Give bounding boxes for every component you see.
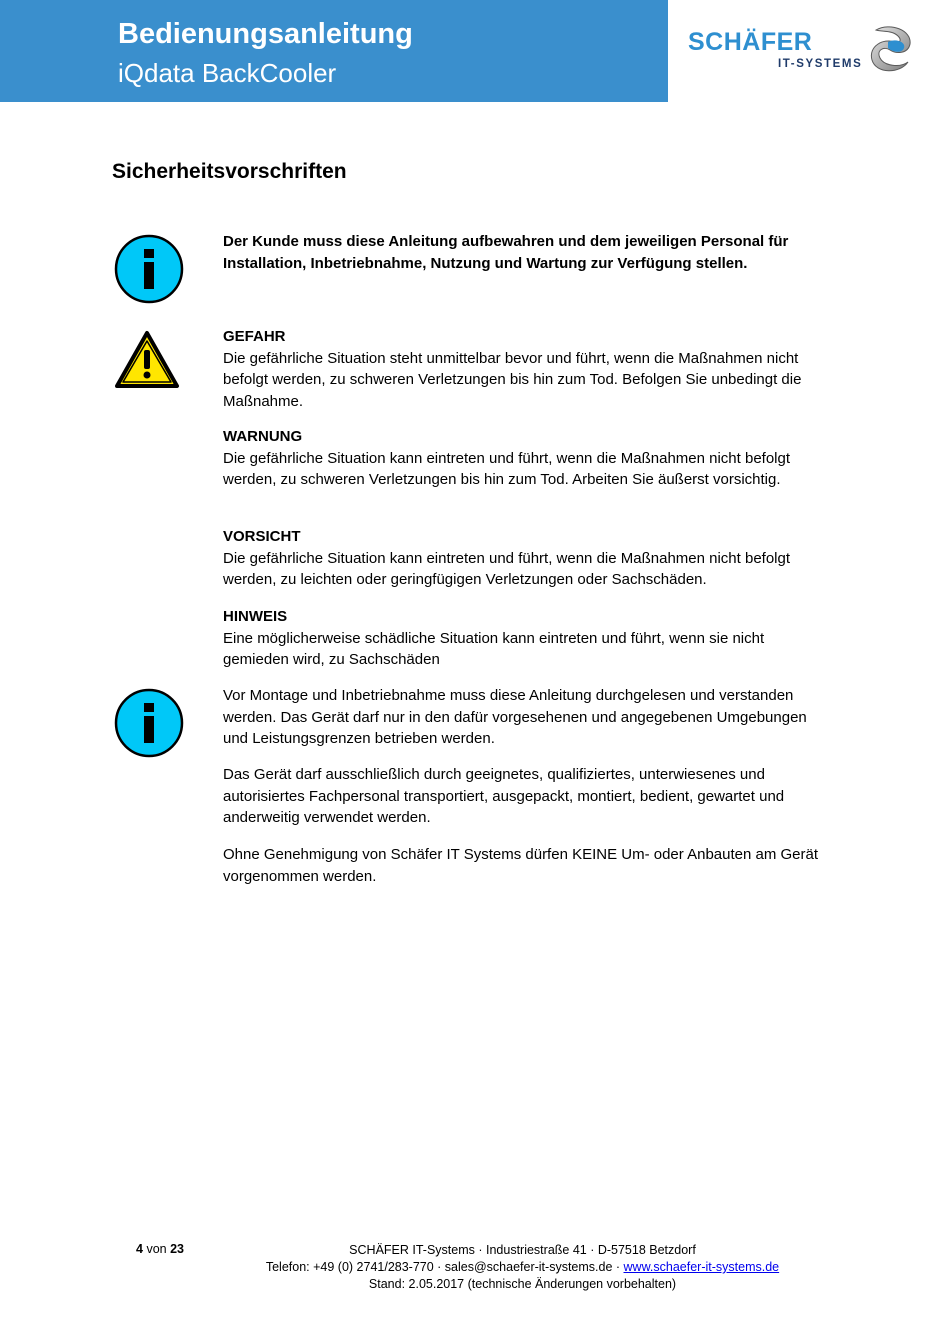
page-number [136,1242,184,1256]
paragraph [223,764,823,829]
level-text: Die gefährliche Situation steht unmittelbar bevor und führt, wenn die Maßnahmen nicht befolgt werden, zu schweren Verletzungen bis hin zum Tod. Befolgen Sie unbedingt die Maßnahme. [223,349,802,410]
footer-contact-text: Telefon: +49 (0) 2741/283-770 · sales@schaefer-it-systems.de · [265,1260,624,1274]
info-icon [114,688,184,758]
warning-icon [114,330,180,390]
document-title: Bedienungsanleitung [118,18,413,50]
page-total: 23 [170,1242,184,1256]
level-hinweis [223,606,823,671]
footer-address [230,1242,815,1293]
intro-text: Der Kunde muss diese Anleitung aufbewahren und dem jeweiligen Personal für Installation, Inbetriebnahme, Nutzung und Wartung zur Verfügung stellen. [223,233,789,272]
paragraph-text: Ohne Genehmigung von Schäfer IT Systems dürfen KEINE Um- oder Anbauten am Gerät vorgenommen werden. [223,846,819,885]
section-title: Sicherheitsvorschriften [112,160,347,183]
intro-notice [223,231,823,274]
page-current: 4 [136,1242,143,1256]
website-link[interactable]: www.schaefer-it-systems.de [623,1260,780,1274]
paragraph-text: Das Gerät darf ausschließlich durch geeignetes, qualifiziertes, unterwiesenes und autorisiertes Fachpersonal transportiert, ausgepackt, montiert, bedient, gewartet und anderweitig verwendet werden. [223,766,785,826]
paragraph [223,685,823,750]
level-heading: VORSICHT [223,528,301,545]
footer-line-contact [230,1259,815,1276]
level-heading: GEFAHR [223,328,286,345]
footer-line-company: SCHÄFER IT-Systems · Industriestraße 41 · D-57518 Betzdorf [349,1243,696,1257]
logo-wordmark: SCHÄFER [688,28,813,56]
level-text: Die gefährliche Situation kann eintreten und führt, wenn die Maßnahmen nicht befolgt werden, zu schweren Verletzungen bis hin zum Tod. Arbeiten Sie äußerst vorsichtig. [223,449,791,488]
level-heading: HINWEIS [223,608,288,625]
level-text: Eine möglicherweise schädliche Situation kann eintreten und führt, wenn sie nicht gemieden wird, zu Sachschäden [223,629,765,668]
level-heading: WARNUNG [223,428,303,445]
paragraph [223,844,823,887]
company-logo [686,22,926,78]
level-vorsicht [223,526,823,591]
level-warnung [223,426,823,491]
footer-line-date: Stand: 2.05.2017 (technische Änderungen vorbehalten) [368,1277,677,1291]
level-text: Die gefährliche Situation kann eintreten und führt, wenn die Maßnahmen nicht befolgt werden, zu leichten oder geringfügigen Verletzungen oder Sachschäden. [223,549,791,588]
level-gefahr [223,326,823,412]
paragraph-text: Vor Montage und Inbetriebnahme muss diese Anleitung durchgelesen und verstanden werden. Das Gerät darf nur in den dafür vorgesehenen und angegebenen Umgebungen und Leistungsgrenzen betrieben werden. [223,687,807,747]
page-separator: von [146,1242,167,1256]
document-subtitle: iQdata BackCooler [118,58,337,88]
logo-subline: IT-SYSTEMS [778,58,863,70]
logo-emblem-icon [866,24,918,76]
info-icon [114,234,184,304]
